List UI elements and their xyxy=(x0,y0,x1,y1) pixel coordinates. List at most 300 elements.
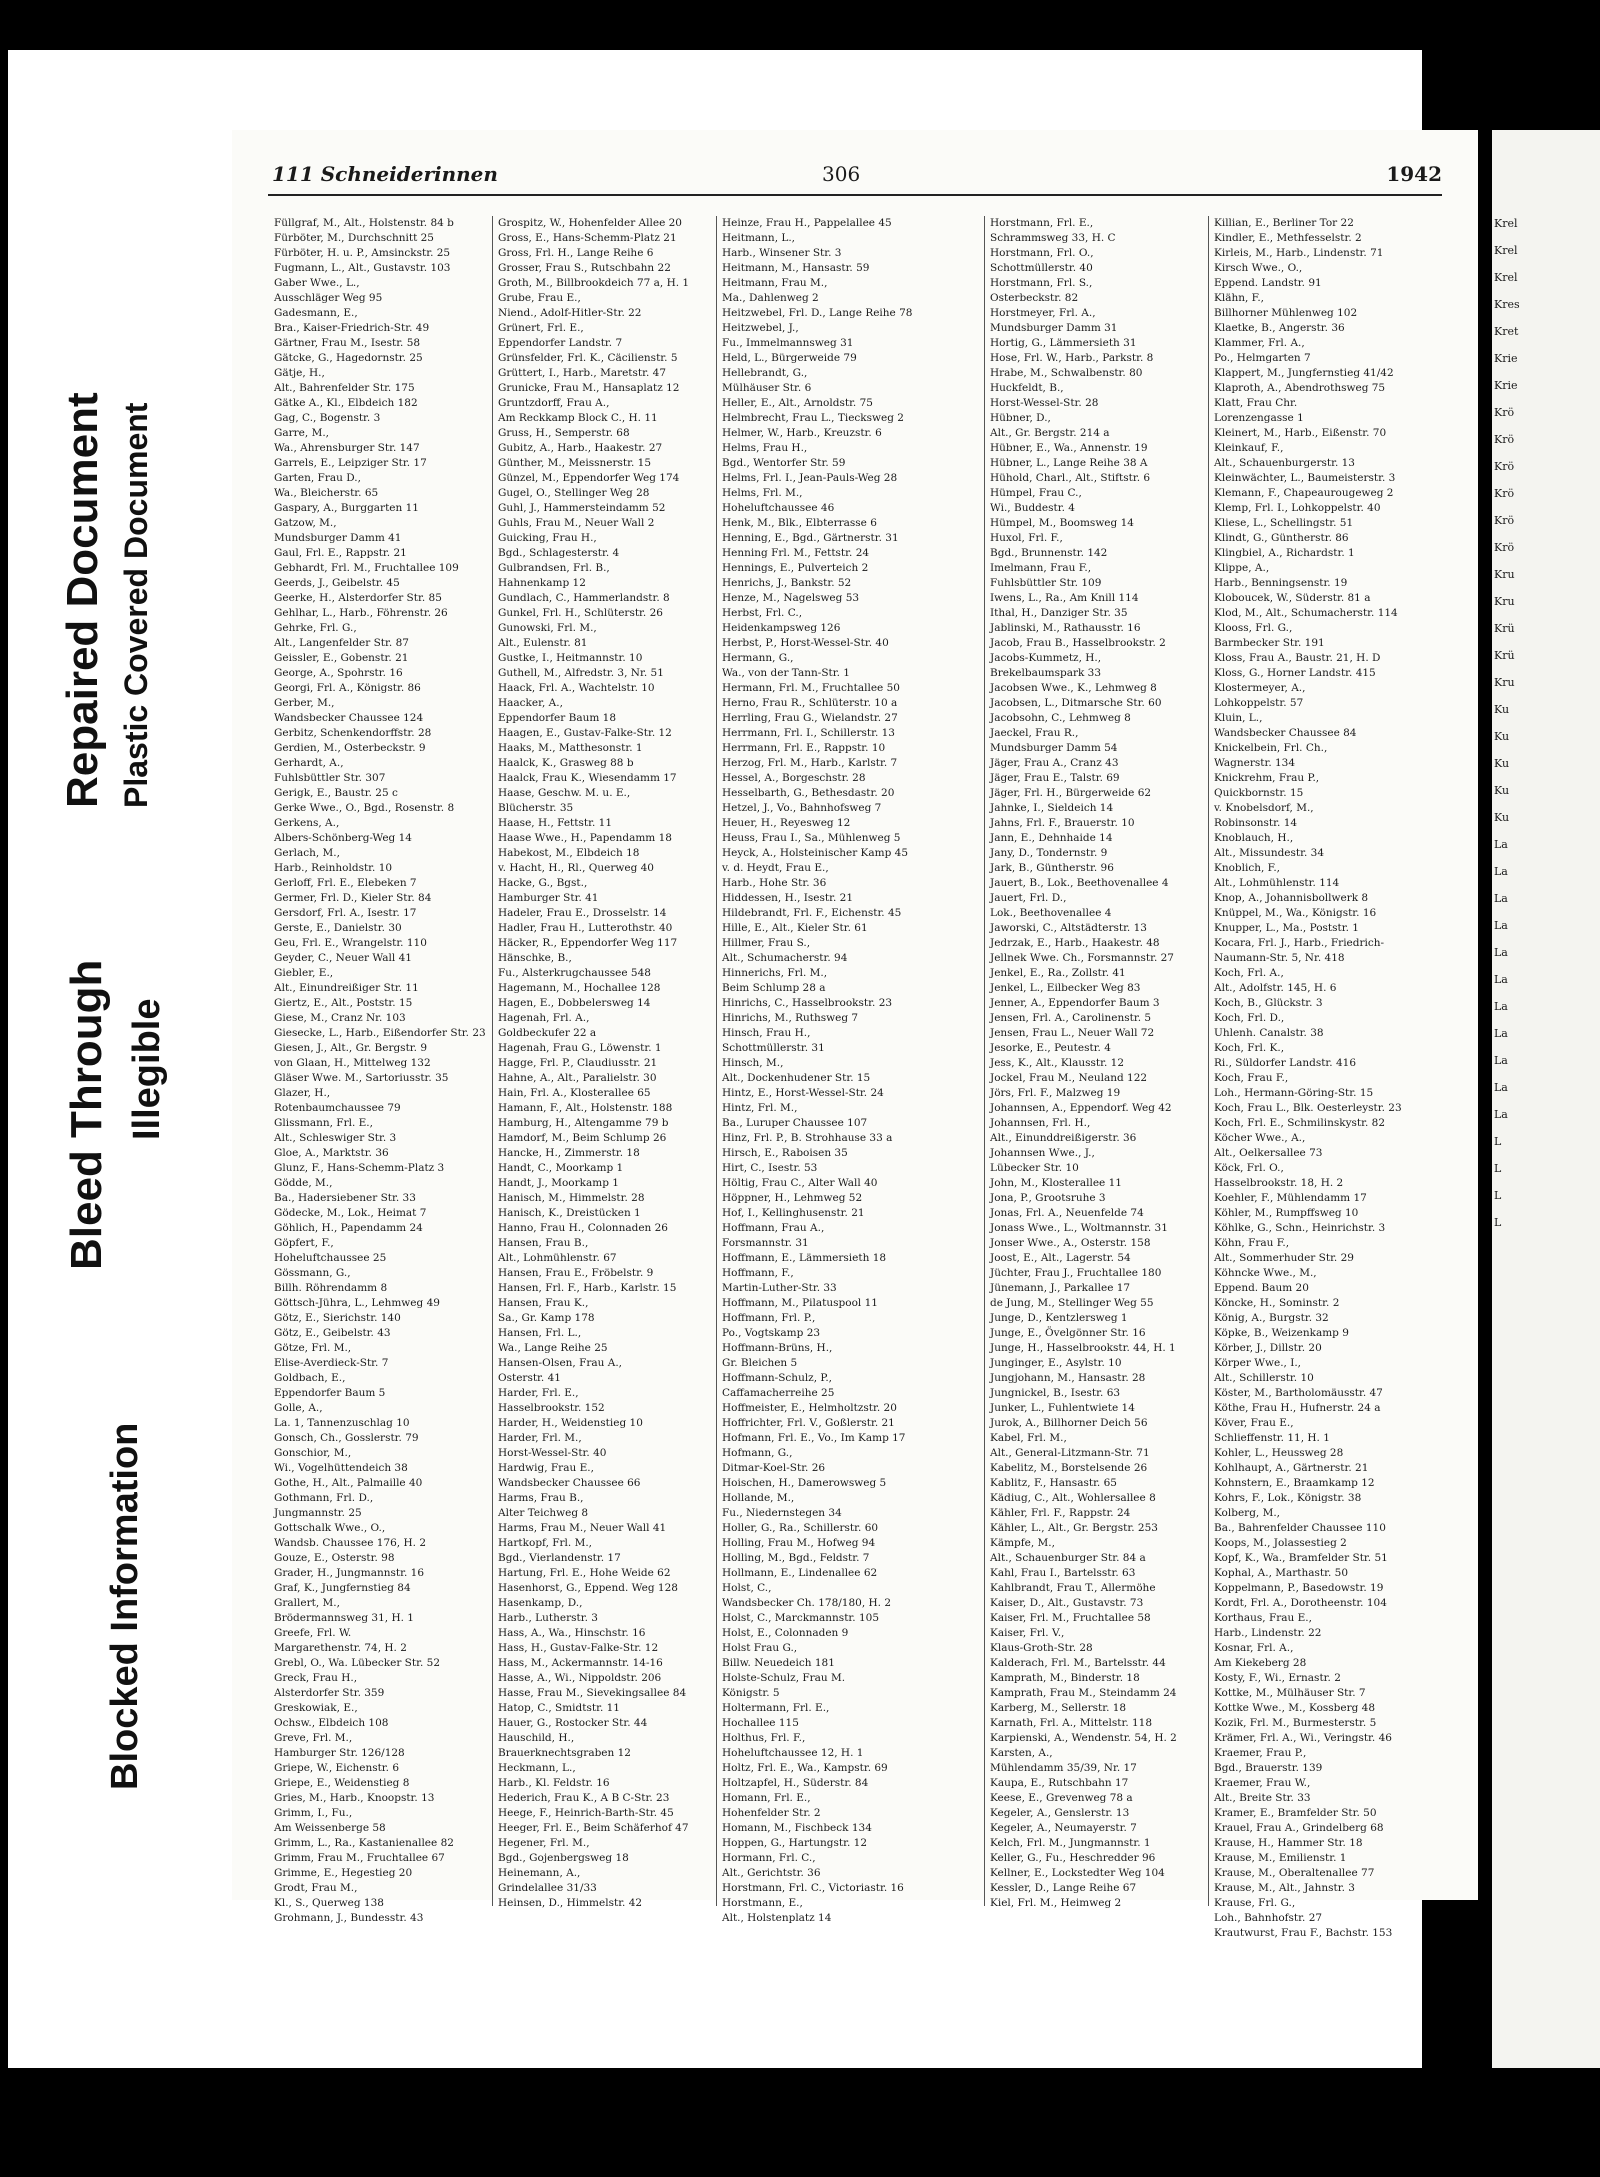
directory-entry: Krause, Frl. G., xyxy=(1214,1897,1296,1909)
directory-entry: Bgd., Gojenbergsweg 18 xyxy=(498,1852,629,1864)
directory-entry: Königstr. 5 xyxy=(722,1687,780,1699)
adjacent-fragment: Kru xyxy=(1494,595,1515,608)
directory-entry: Gaul, Frl. E., Rappstr. 21 xyxy=(274,547,407,559)
directory-entry: Haase, H., Fettstr. 11 xyxy=(498,817,612,829)
directory-entry: Jünemann, J., Parkallee 17 xyxy=(990,1282,1131,1294)
directory-entry: Hübner, L., Lange Reihe 38 A xyxy=(990,457,1148,469)
directory-entry: Gunkel, Frl. H., Schlüterstr. 26 xyxy=(498,607,663,619)
directory-entry: Hermann, G., xyxy=(722,652,794,664)
directory-entry: Körper Wwe., I., xyxy=(1214,1357,1302,1369)
directory-entry: Alt., Lohmühlenstr. 67 xyxy=(498,1252,617,1264)
directory-entry: Wandsbecker Chaussee 84 xyxy=(1214,727,1357,739)
directory-entry: Kluin, L., xyxy=(1214,712,1263,724)
directory-entry: Heidenkampsweg 126 xyxy=(722,622,841,634)
directory-entry: Lorenzengasse 1 xyxy=(1214,412,1304,424)
directory-entry: Kohrs, F., Lok., Königstr. 38 xyxy=(1214,1492,1362,1504)
directory-entry: Jungjohann, M., Hansastr. 28 xyxy=(990,1372,1146,1384)
directory-entry: Jedrzak, E., Harb., Haakestr. 48 xyxy=(990,937,1160,949)
directory-entry: Eppendorfer Baum 18 xyxy=(498,712,616,724)
directory-entry: Gaspary, A., Burggarten 11 xyxy=(274,502,419,514)
directory-entry: Jäger, Frl. H., Bürgerweide 62 xyxy=(990,787,1152,799)
directory-entry: Fu., Niedernstegen 34 xyxy=(722,1507,842,1519)
directory-entry: Hansen, Frau K., xyxy=(498,1297,589,1309)
scan-border-top xyxy=(0,0,1600,50)
directory-entry: Alt., Schillerstr. 10 xyxy=(1214,1372,1314,1384)
directory-entry: Köncke, H., Sominstr. 2 xyxy=(1214,1297,1340,1309)
adjacent-fragment: La xyxy=(1494,838,1508,851)
section-heading: 111 Schneiderinnen xyxy=(272,162,498,186)
directory-entry: Kelch, Frl. M., Jungmannstr. 1 xyxy=(990,1837,1151,1849)
directory-entry: Jesorke, E., Peutestr. 4 xyxy=(990,1042,1111,1054)
directory-entry: Hofmann, Frl. E., Vo., Im Kamp 17 xyxy=(722,1432,906,1444)
directory-entry: Fürböter, H. u. P., Amsinckstr. 25 xyxy=(274,247,451,259)
directory-entry: Krautwurst, Frau F., Bachstr. 153 xyxy=(1214,1927,1393,1939)
adjacent-fragment: La xyxy=(1494,973,1508,986)
directory-entry: Hoffmann-Schulz, P., xyxy=(722,1372,833,1384)
directory-entry: Griepe, E., Weidenstieg 8 xyxy=(274,1777,410,1789)
directory-entry: Wa., Lange Reihe 25 xyxy=(498,1342,608,1354)
directory-entry: Gehlhar, L., Harb., Föhrenstr. 26 xyxy=(274,607,448,619)
directory-entry: Hübner, E., Wa., Annenstr. 19 xyxy=(990,442,1148,454)
directory-entry: Kabelitz, M., Borstelsende 26 xyxy=(990,1462,1148,1474)
directory-entry: Holst Frau G., xyxy=(722,1642,798,1654)
directory-entry: Wandsbecker Chaussee 66 xyxy=(498,1477,641,1489)
stamp-repaired-document: Repaired Document xyxy=(58,392,107,808)
directory-entry: Barmbecker Str. 191 xyxy=(1214,637,1325,649)
directory-entry: Giesecke, L., Harb., Eißendorfer Str. 23 xyxy=(274,1027,486,1039)
directory-entry: Heinze, Frau H., Pappelallee 45 xyxy=(722,217,892,229)
directory-entry: Alt., Adolfstr. 145, H. 6 xyxy=(1214,982,1337,994)
directory-entry: Hormann, Frl. C., xyxy=(722,1852,816,1864)
directory-entry: Jany, D., Tondernstr. 9 xyxy=(990,847,1108,859)
column-4 xyxy=(990,216,1202,1909)
directory-entry: Gr. Bleichen 5 xyxy=(722,1357,798,1369)
directory-entry: Geyder, C., Neuer Wall 41 xyxy=(274,952,412,964)
directory-entry: Gehrke, Frl. G., xyxy=(274,622,357,634)
directory-entry: Jaworski, C., Altstädterstr. 13 xyxy=(990,922,1147,934)
directory-entry: Helms, Frl. M., xyxy=(722,487,803,499)
directory-entry: Horstmann, Frl. O., xyxy=(990,247,1094,259)
directory-entry: Höltig, Frau C., Alter Wall 40 xyxy=(722,1177,878,1189)
directory-entry: Hirt, C., Isestr. 53 xyxy=(722,1162,818,1174)
directory-entry: Gerigk, E., Baustr. 25 c xyxy=(274,787,398,799)
directory-entry: Klindt, G., Güntherstr. 86 xyxy=(1214,532,1349,544)
directory-entry: v. Knobelsdorf, M., xyxy=(1214,802,1314,814)
directory-entry: Hinnerichs, Frl. M., xyxy=(722,967,828,979)
directory-entry: Brauerknechtsgraben 12 xyxy=(498,1747,631,1759)
directory-entry: Gruss, H., Semperstr. 68 xyxy=(498,427,630,439)
directory-entry: Gebhardt, Frl. M., Fruchtallee 109 xyxy=(274,562,459,574)
directory-entry: Fugmann, L., Alt., Gustavstr. 103 xyxy=(274,262,451,274)
column-divider xyxy=(492,216,493,1906)
directory-entry: Grohmann, J., Bundesstr. 43 xyxy=(274,1912,424,1924)
directory-entry: Heuss, Frau I., Sa., Mühlenweg 5 xyxy=(722,832,901,844)
directory-entry: Knickelbein, Frl. Ch., xyxy=(1214,742,1328,754)
directory-entry: Gerhardt, A., xyxy=(274,757,344,769)
directory-entry: Hinrichs, M., Ruthsweg 7 xyxy=(722,1012,859,1024)
directory-entry: Hanisch, M., Himmelstr. 28 xyxy=(498,1192,645,1204)
directory-entry: Hollmann, E., Lindenallee 62 xyxy=(722,1567,878,1579)
directory-entry: Krause, M., Oberaltenallee 77 xyxy=(1214,1867,1375,1879)
directory-entry: Gugel, O., Stellinger Weg 28 xyxy=(498,487,650,499)
directory-entry: Kraemer, Frau W., xyxy=(1214,1777,1311,1789)
directory-entry: Killian, E., Berliner Tor 22 xyxy=(1214,217,1354,229)
directory-entry: Graf, K., Jungfernstieg 84 xyxy=(274,1582,411,1594)
directory-entry: Gonschior, M., xyxy=(274,1447,352,1459)
directory-entry: Knoblauch, H., xyxy=(1214,832,1294,844)
directory-entry: Herbst, P., Horst-Wessel-Str. 40 xyxy=(722,637,889,649)
directory-entry: Klähn, F., xyxy=(1214,292,1264,304)
directory-entry: Heuer, H., Reyesweg 12 xyxy=(722,817,851,829)
directory-entry: Klemp, Frl. I., Lohkoppelstr. 40 xyxy=(1214,502,1381,514)
directory-entry: Kahl, Frau I., Bartelsstr. 63 xyxy=(990,1567,1136,1579)
directory-entry: Koch, Frau F., xyxy=(1214,1072,1289,1084)
directory-entry: Klammer, Frl. A., xyxy=(1214,337,1305,349)
directory-entry: Po., Helmgarten 7 xyxy=(1214,352,1311,364)
directory-entry: Kottke Wwe., M., Kossberg 48 xyxy=(1214,1702,1376,1714)
directory-entry: Hasse, A., Wi., Nippoldstr. 206 xyxy=(498,1672,662,1684)
directory-entry: Gerdien, M., Osterbeckstr. 9 xyxy=(274,742,426,754)
directory-entry: Knop, A., Johannisbollwerk 8 xyxy=(1214,892,1369,904)
directory-entry: Jellnek Wwe. Ch., Forsmannstr. 27 xyxy=(990,952,1174,964)
directory-entry: Hoffmeister, E., Helmholtzstr. 20 xyxy=(722,1402,897,1414)
directory-entry: Koch, B., Glückstr. 3 xyxy=(1214,997,1323,1009)
directory-entry: Heege, F., Heinrich-Barth-Str. 45 xyxy=(498,1807,674,1819)
directory-entry: Billw. Neuedeich 181 xyxy=(722,1657,835,1669)
directory-entry: Glunz, F., Hans-Schemm-Platz 3 xyxy=(274,1162,445,1174)
directory-entry: Jurok, A., Billhorner Deich 56 xyxy=(990,1417,1148,1429)
adjacent-fragment: L xyxy=(1494,1135,1502,1148)
directory-entry: Guthell, M., Alfredstr. 3, Nr. 51 xyxy=(498,667,664,679)
directory-entry: Kliese, L., Schellingstr. 51 xyxy=(1214,517,1354,529)
directory-entry: Gustke, I., Heitmannstr. 10 xyxy=(498,652,643,664)
directory-entry: Wandsb. Chaussee 176, H. 2 xyxy=(274,1537,426,1549)
directory-entry: Karberg, M., Sellerstr. 18 xyxy=(990,1702,1127,1714)
stamp-blocked-information: Blocked Information xyxy=(104,1422,146,1790)
directory-entry: Koch, Frl. A., xyxy=(1214,967,1284,979)
directory-entry: Harder, Frl. E., xyxy=(498,1387,579,1399)
directory-entry: Junge, H., Hasselbrookstr. 44, H. 1 xyxy=(990,1342,1176,1354)
directory-entry: Krause, H., Hammer Str. 18 xyxy=(1214,1837,1363,1849)
directory-entry: Jörs, Frl. F., Malzweg 19 xyxy=(990,1087,1121,1099)
directory-entry: Jonser Wwe., A., Osterstr. 158 xyxy=(990,1237,1151,1249)
directory-entry: Horstmann, E., xyxy=(722,1897,803,1909)
scan-border-left xyxy=(0,0,8,2177)
directory-entry: Hasselbrookstr. 152 xyxy=(498,1402,605,1414)
directory-entry: Jensen, Frau L., Neuer Wall 72 xyxy=(990,1027,1155,1039)
directory-entry: Gross, E., Hans-Schemm-Platz 21 xyxy=(498,232,677,244)
directory-entry: Albers-Schönberg-Weg 14 xyxy=(274,832,412,844)
directory-entry: Hille, E., Alt., Kieler Str. 61 xyxy=(722,922,868,934)
directory-entry: Horst-Wessel-Str. 28 xyxy=(990,397,1099,409)
directory-entry: Kozik, Frl. M., Burmesterstr. 5 xyxy=(1214,1717,1377,1729)
directory-entry: Knickrehm, Frau P., xyxy=(1214,772,1320,784)
directory-entry: Schlieffenstr. 11, H. 1 xyxy=(1214,1432,1330,1444)
directory-entry: Krämer, Frl. A., Wi., Veringstr. 46 xyxy=(1214,1732,1392,1744)
directory-entry: Hinz, Frl. P., B. Strohhause 33 a xyxy=(722,1132,893,1144)
page-header xyxy=(252,162,1442,192)
directory-entry: Garten, Frau D., xyxy=(274,472,361,484)
directory-entry: Goldbach, E., xyxy=(274,1372,346,1384)
directory-entry: Grosser, Frau S., Rutschbahn 22 xyxy=(498,262,671,274)
directory-entry: Hirsch, E., Raboisen 35 xyxy=(722,1147,848,1159)
directory-entry: Hermann, Frl. M., Fruchtallee 50 xyxy=(722,682,900,694)
directory-entry: Greck, Frau H., xyxy=(274,1672,358,1684)
directory-entry: Alt., Missundestr. 34 xyxy=(1214,847,1325,859)
page-number: 306 xyxy=(822,162,861,186)
directory-entry: Haaks, M., Matthesonstr. 1 xyxy=(498,742,643,754)
directory-entry: Wa., Ahrensburger Str. 147 xyxy=(274,442,420,454)
adjacent-fragment: Kres xyxy=(1494,298,1520,311)
column-divider xyxy=(984,216,985,1906)
directory-entry: Koch, Frl. K., xyxy=(1214,1042,1285,1054)
directory-entry: Karpienski, A., Wendenstr. 54, H. 2 xyxy=(990,1732,1177,1744)
directory-entry: Jauert, Frl. D., xyxy=(990,892,1067,904)
directory-entry: Hahne, A., Alt., Paralielstr. 30 xyxy=(498,1072,657,1084)
directory-entry: Kohlhaupt, A., Gärtnerstr. 21 xyxy=(1214,1462,1369,1474)
directory-entry: Kabel, Frl. M., xyxy=(990,1432,1067,1444)
directory-entry: Gaber Wwe., L., xyxy=(274,277,360,289)
directory-entry: Habekost, M., Elbdeich 18 xyxy=(498,847,640,859)
directory-entry: Jacobsen Wwe., K., Lehmweg 8 xyxy=(990,682,1157,694)
directory-entry: Hass, M., Ackermannstr. 14-16 xyxy=(498,1657,663,1669)
directory-entry: Junge, E., Övelgönner Str. 16 xyxy=(990,1327,1146,1339)
directory-entry: Jonass Wwe., L., Woltmannstr. 31 xyxy=(990,1222,1168,1234)
directory-entry: Kloboucek, W., Süderstr. 81 a xyxy=(1214,592,1371,604)
column-divider xyxy=(1208,216,1209,1906)
directory-entry: Hümpel, M., Boomsweg 14 xyxy=(990,517,1134,529)
directory-entry: Hadler, Frau H., Lutterothstr. 40 xyxy=(498,922,673,934)
directory-entry: La. 1, Tannenzuschlag 10 xyxy=(274,1417,410,1429)
adjacent-fragment: La xyxy=(1494,1081,1508,1094)
directory-entry: Gerkens, A., xyxy=(274,817,340,829)
directory-entry: Haalck, K., Grasweg 88 b xyxy=(498,757,634,769)
directory-entry: Heinemann, A., xyxy=(498,1867,581,1879)
directory-entry: Holling, M., Bgd., Feldstr. 7 xyxy=(722,1552,870,1564)
adjacent-fragment: La xyxy=(1494,1054,1508,1067)
directory-entry: Gadesmann, E., xyxy=(274,307,358,319)
directory-entry: Holtzapfel, H., Süderstr. 84 xyxy=(722,1777,869,1789)
adjacent-fragment: Krö xyxy=(1494,514,1515,527)
directory-entry: Groth, M., Billbrookdeich 77 a, H. 1 xyxy=(498,277,690,289)
directory-entry: Junker, L., Fuhlentwiete 14 xyxy=(990,1402,1135,1414)
directory-entry: Gerloff, Frl. E., Elebeken 7 xyxy=(274,877,417,889)
directory-entry: Kindler, E., Methfesselstr. 2 xyxy=(1214,232,1362,244)
directory-entry: Alt., Holstenplatz 14 xyxy=(722,1912,832,1924)
adjacent-fragment: La xyxy=(1494,946,1508,959)
directory-entry: Hoppen, G., Hartungstr. 12 xyxy=(722,1837,868,1849)
directory-entry: Imelmann, Frau F., xyxy=(990,562,1092,574)
directory-entry: Hofmann, G., xyxy=(722,1447,793,1459)
directory-entry: Griepe, W., Eichenstr. 6 xyxy=(274,1762,400,1774)
adjacent-fragment: La xyxy=(1494,865,1508,878)
directory-entry: Köhlke, G., Schn., Heinrichstr. 3 xyxy=(1214,1222,1386,1234)
directory-entry: Kaupa, E., Rutschbahn 17 xyxy=(990,1777,1129,1789)
directory-entry: Heitmann, M., Hansastr. 59 xyxy=(722,262,870,274)
directory-entry: Helmer, W., Harb., Kreuzstr. 6 xyxy=(722,427,882,439)
directory-entry: Junginger, E., Asylstr. 10 xyxy=(990,1357,1122,1369)
directory-entry: Mundsburger Damm 31 xyxy=(990,322,1118,334)
directory-entry: Knupper, L., Ma., Poststr. 1 xyxy=(1214,922,1359,934)
directory-entry: Wandsbecker Ch. 178/180, H. 2 xyxy=(722,1597,892,1609)
directory-entry: Kaiser, Frl. V., xyxy=(990,1627,1065,1639)
directory-entry: Horstmann, Frl. E., xyxy=(990,217,1094,229)
directory-entry: Handt, J., Moorkamp 1 xyxy=(498,1177,619,1189)
directory-entry: v. d. Heydt, Frau E., xyxy=(722,862,829,874)
directory-entry: Gätcke, G., Hagedornstr. 25 xyxy=(274,352,423,364)
directory-entry: Jacobsen, L., Ditmarsche Str. 60 xyxy=(990,697,1162,709)
adjacent-fragment: Krie xyxy=(1494,352,1518,365)
directory-entry: Hamann, F., Alt., Holstenstr. 188 xyxy=(498,1102,673,1114)
directory-entry: Johannsen, A., Eppendorf. Weg 42 xyxy=(990,1102,1172,1114)
directory-entry: Hillmer, Frau S., xyxy=(722,937,811,949)
directory-entry: Jüchter, Frau J., Fruchtallee 180 xyxy=(990,1267,1162,1279)
directory-entry: Jonas, Frl. A., Neuenfelde 74 xyxy=(990,1207,1144,1219)
directory-entry: Hahnenkamp 12 xyxy=(498,577,586,589)
directory-entry: Grunicke, Frau M., Hansaplatz 12 xyxy=(498,382,680,394)
directory-entry: Po., Vogtskamp 23 xyxy=(722,1327,821,1339)
directory-entry: Hagge, Frl. P., Claudiusstr. 21 xyxy=(498,1057,658,1069)
directory-entry: Grebl, O., Wa. Lübecker Str. 52 xyxy=(274,1657,440,1669)
directory-entry: Köhler, M., Rumpffsweg 10 xyxy=(1214,1207,1359,1219)
directory-entry: Gross, Frl. H., Lange Reihe 6 xyxy=(498,247,654,259)
directory-entry: Harms, Frau M., Neuer Wall 41 xyxy=(498,1522,667,1534)
stamp-bleed-through: Bleed Through xyxy=(62,959,111,1270)
directory-entry: Fuhlsbüttler Str. 109 xyxy=(990,577,1102,589)
directory-entry: Horst-Wessel-Str. 40 xyxy=(498,1447,607,1459)
adjacent-fragment: La xyxy=(1494,919,1508,932)
directory-entry: Helmbrecht, Frau L., Tiecksweg 2 xyxy=(722,412,904,424)
directory-entry: Jenkel, E., Ra., Zollstr. 41 xyxy=(990,967,1126,979)
directory-entry: Rotenbaumchaussee 79 xyxy=(274,1102,401,1114)
directory-entry: Hollande, M., xyxy=(722,1492,795,1504)
directory-entry: Hoheluftchaussee 12, H. 1 xyxy=(722,1747,864,1759)
directory-entry: Eppendorfer Landstr. 7 xyxy=(498,337,623,349)
directory-entry: Hoheluftchaussee 25 xyxy=(274,1252,387,1264)
directory-entry: Hasselbrookstr. 18, H. 2 xyxy=(1214,1177,1344,1189)
directory-entry: Margarethenstr. 74, H. 2 xyxy=(274,1642,407,1654)
directory-entry: Köhn, Frau F., xyxy=(1214,1237,1290,1249)
directory-entry: Jungnickel, B., Isestr. 63 xyxy=(990,1387,1121,1399)
directory-entry: Huckfeldt, B., xyxy=(990,382,1064,394)
directory-entry: Alt., Sommerhuder Str. 29 xyxy=(1214,1252,1354,1264)
directory-entry: Loh., Hermann-Göring-Str. 15 xyxy=(1214,1087,1374,1099)
directory-entry: Hass, A., Wa., Hinschstr. 16 xyxy=(498,1627,646,1639)
directory-entry: Keese, E., Grevenweg 78 a xyxy=(990,1792,1133,1804)
directory-entry: Hoheluftchaussee 46 xyxy=(722,502,835,514)
directory-entry: Henrichs, J., Bankstr. 52 xyxy=(722,577,852,589)
directory-entry: Klod, M., Alt., Schumacherstr. 114 xyxy=(1214,607,1398,619)
directory-entry: Hänschke, B., xyxy=(498,952,572,964)
directory-entry: Geu, Frl. E., Wrangelstr. 110 xyxy=(274,937,427,949)
directory-entry: Mundsburger Damm 54 xyxy=(990,742,1118,754)
directory-entry: Hagemann, M., Hochallee 128 xyxy=(498,982,661,994)
directory-entry: Martin-Luther-Str. 33 xyxy=(722,1282,837,1294)
directory-entry: Ithal, H., Danziger Str. 35 xyxy=(990,607,1128,619)
directory-entry: Guhl, J., Hammersteindamm 52 xyxy=(498,502,666,514)
directory-entry: Alt., Einundreißiger Str. 11 xyxy=(274,982,419,994)
directory-entry: Gersdorf, Frl. A., Isestr. 17 xyxy=(274,907,417,919)
directory-entry: Harb., Lindenstr. 22 xyxy=(1214,1627,1322,1639)
directory-entry: Wi., Buddestr. 4 xyxy=(990,502,1075,514)
directory-entry: John, M., Klosterallee 11 xyxy=(990,1177,1122,1189)
directory-entry: Hennings, E., Pulverteich 2 xyxy=(722,562,869,574)
directory-entry: Kohler, L., Heussweg 28 xyxy=(1214,1447,1344,1459)
adjacent-fragment: Ku xyxy=(1494,784,1510,797)
directory-entry: Wi., Vogelhüttendeich 38 xyxy=(274,1462,408,1474)
adjacent-fragment: Krie xyxy=(1494,379,1518,392)
directory-entry: Gödecke, M., Lok., Heimat 7 xyxy=(274,1207,427,1219)
directory-entry: Heyck, A., Holsteinischer Kamp 45 xyxy=(722,847,909,859)
directory-entry: Jona, P., Grootsruhe 3 xyxy=(990,1192,1106,1204)
directory-entry: Glazer, H., xyxy=(274,1087,331,1099)
directory-entry: Harb., Hohe Str. 36 xyxy=(722,877,827,889)
directory-entry: Göttsch-Jühra, L., Lehmweg 49 xyxy=(274,1297,440,1309)
directory-entry: Herbst, Frl. C., xyxy=(722,607,803,619)
directory-entry: Hessel, A., Borgeschstr. 28 xyxy=(722,772,866,784)
directory-entry: Krauel, Frau A., Grindelberg 68 xyxy=(1214,1822,1384,1834)
directory-entry: Osterstr. 41 xyxy=(498,1372,561,1384)
adjacent-fragment: Ku xyxy=(1494,811,1510,824)
directory-entry: Kosnar, Frl. A., xyxy=(1214,1642,1294,1654)
directory-entry: Garrels, E., Leipziger Str. 17 xyxy=(274,457,427,469)
adjacent-fragment: La xyxy=(1494,892,1508,905)
directory-entry: Blücherstr. 35 xyxy=(498,802,574,814)
directory-entry: Hoffmann, M., Pilatuspool 11 xyxy=(722,1297,878,1309)
directory-entry: Grindelallee 31/33 xyxy=(498,1882,597,1894)
directory-entry: Hamburger Str. 41 xyxy=(498,892,599,904)
directory-entry: Hass, H., Gustav-Falke-Str. 12 xyxy=(498,1642,659,1654)
directory-entry: Kädiug, C., Alt., Wohlersallee 8 xyxy=(990,1492,1156,1504)
directory-entry: Hochallee 115 xyxy=(722,1717,799,1729)
directory-entry: Jockel, Frau M., Neuland 122 xyxy=(990,1072,1148,1084)
directory-entry: Kegeler, A., Neumayerstr. 7 xyxy=(990,1822,1137,1834)
directory-entry: Hinsch, M., xyxy=(722,1057,784,1069)
directory-entry: Kirsch Wwe., O., xyxy=(1214,262,1303,274)
directory-entry: Kordt, Frl. A., Dorotheenstr. 104 xyxy=(1214,1597,1387,1609)
directory-entry: Holthus, Frl. F., xyxy=(722,1732,806,1744)
directory-entry: Glissmann, Frl. E., xyxy=(274,1117,373,1129)
directory-entry: Horstmann, Frl. S., xyxy=(990,277,1093,289)
directory-entry: Alt., Schleswiger Str. 3 xyxy=(274,1132,397,1144)
directory-entry: v. Hacht, H., Rl., Querweg 40 xyxy=(498,862,654,874)
directory-entry: Homann, Frl. E., xyxy=(722,1792,811,1804)
directory-entry: Hadeler, Frau E., Drosselstr. 14 xyxy=(498,907,667,919)
directory-entry: Hildebrandt, Frl. F., Eichenstr. 45 xyxy=(722,907,902,919)
directory-entry: Kraemer, Frau P., xyxy=(1214,1747,1307,1759)
adjacent-fragment: L xyxy=(1494,1189,1502,1202)
directory-entry: Koch, Frau L., Blk. Oesterleystr. 23 xyxy=(1214,1102,1402,1114)
directory-entry: Göpfert, F., xyxy=(274,1237,334,1249)
directory-entry: Guicking, Frau H., xyxy=(498,532,597,544)
directory-entry: Bgd., Vierlandenstr. 17 xyxy=(498,1552,621,1564)
directory-entry: Hansen-Olsen, Frau A., xyxy=(498,1357,623,1369)
directory-entry: Beim Schlump 28 a xyxy=(722,982,826,994)
directory-entry: Hatop, C., Smidtstr. 11 xyxy=(498,1702,620,1714)
directory-entry: Hübner, D., xyxy=(990,412,1051,424)
directory-entry: Heitmann, L., xyxy=(722,232,796,244)
adjacent-fragment: La xyxy=(1494,1000,1508,1013)
directory-entry: Gärtner, Frau M., Isestr. 58 xyxy=(274,337,421,349)
directory-entry: Garre, M., xyxy=(274,427,330,439)
directory-entry: Alt., Dockenhudener Str. 15 xyxy=(722,1072,871,1084)
directory-entry: George, A., Spohrstr. 16 xyxy=(274,667,403,679)
directory-entry: Gruntzdorff, Frau A., xyxy=(498,397,610,409)
directory-entry: Haalck, Frau K., Wiesendamm 17 xyxy=(498,772,677,784)
directory-entry: Henk, M., Blk., Elbterrasse 6 xyxy=(722,517,877,529)
directory-entry: Gouze, E., Osterstr. 98 xyxy=(274,1552,395,1564)
directory-entry: Gläser Wwe. M., Sartoriusstr. 35 xyxy=(274,1072,449,1084)
